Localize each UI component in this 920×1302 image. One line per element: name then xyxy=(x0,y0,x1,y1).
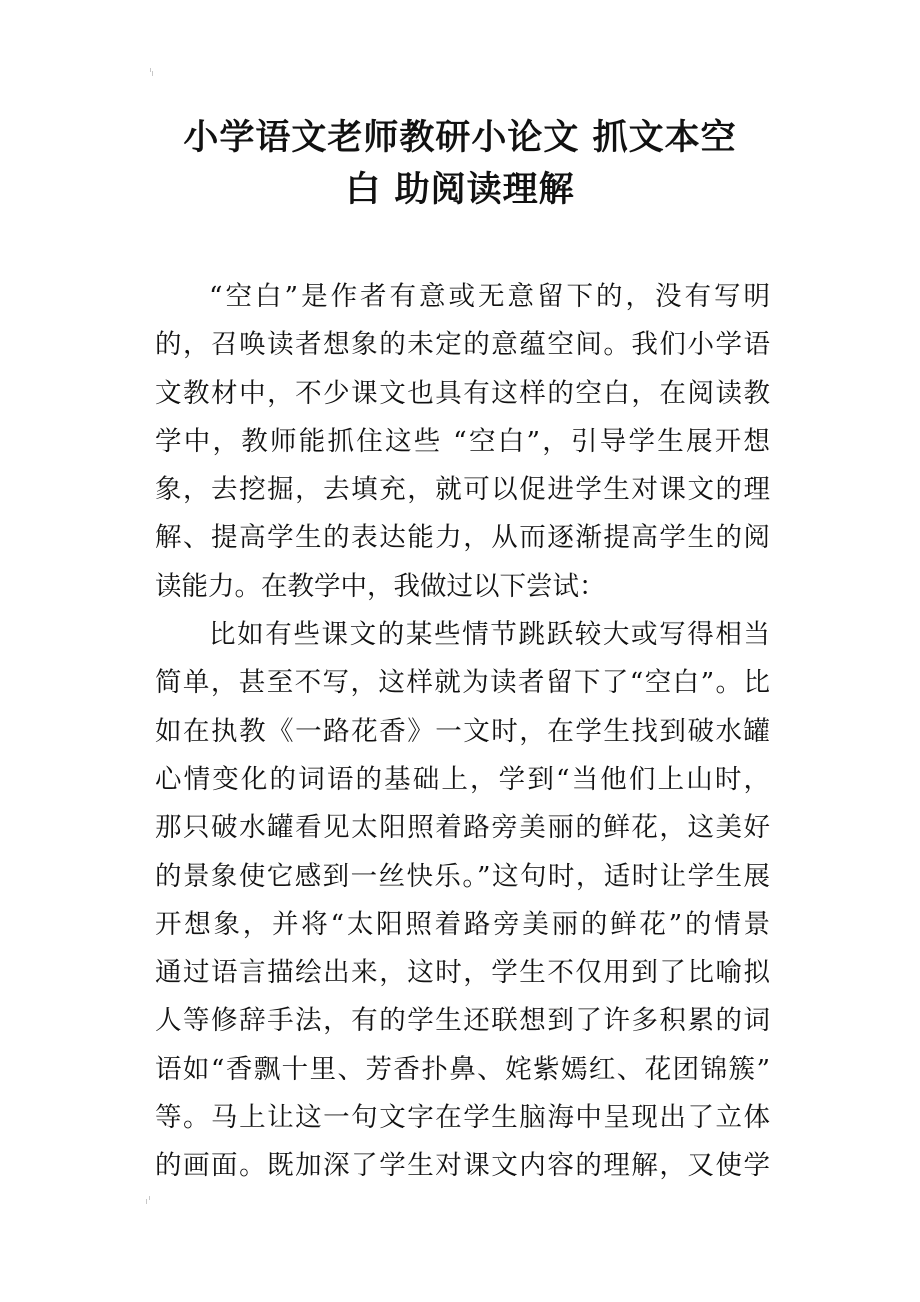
text-line: 人等修辞手法，有的学生还联想到了许多积累的词 xyxy=(155,1005,770,1037)
document-body xyxy=(155,273,770,1191)
text-line: 文教材中，不少课文也具有这样的空白，在阅读教 xyxy=(155,377,770,409)
text-line: 象，去挖掘，去填充，就可以促进学生对课文的理 xyxy=(155,474,770,506)
text-line: 学中，教师能抓住这些 “空白”，引导学生展开想 xyxy=(155,425,770,457)
text-line: 那只破水罐看见太阳照着路旁美丽的鲜花，这美好 xyxy=(155,812,770,844)
title-line: 白 助阅读理解 xyxy=(345,170,575,210)
title-line: 小学语文老师教研小论文 抓文本空 xyxy=(183,118,737,158)
document-title xyxy=(120,112,800,216)
text-line: “空白”是作者有意或无意留下的，没有写明 xyxy=(209,281,770,312)
text-line: 的，召唤读者想象的未定的意蕴空间。我们小学语 xyxy=(155,329,770,361)
text-line: 读能力。在教学中，我做过以下尝试： xyxy=(155,570,606,602)
text-line: 比如有些课文的某些情节跳跃较大或写得相当 xyxy=(209,619,770,651)
paragraph xyxy=(155,611,770,1191)
text-line: 开想象，并将“太阳照着路旁美丽的鲜花”的情景 xyxy=(155,908,770,940)
text-line: 心情变化的词语的基础上，学到“当他们上山时， xyxy=(155,763,770,795)
text-line: 等。马上让这一句文字在学生脑海中呈现出了立体 xyxy=(155,1102,770,1134)
text-line: 的画面。既加深了学生对课文内容的理解，又使学 xyxy=(155,1150,770,1182)
text-line: 通过语言描绘出来，这时，学生不仅用到了比喻拟 xyxy=(155,957,770,989)
text-line: 解、提高学生的表达能力，从而逐渐提高学生的阅 xyxy=(155,522,770,554)
text-line: 如在执教《一路花香》一文时，在学生找到破水罐 xyxy=(155,715,770,747)
paragraph xyxy=(155,273,770,611)
crop-mark xyxy=(146,1196,150,1204)
text-line: 简单，甚至不写，这样就为读者留下了“空白”。比 xyxy=(155,667,770,699)
text-line: 的景象使它感到一丝快乐。”这句时，适时让学生展 xyxy=(155,860,770,892)
text-line: 语如“香飘十里、芳香扑鼻、姹紫嫣红、花团锦簇” xyxy=(155,1053,770,1085)
crop-mark xyxy=(150,68,154,76)
